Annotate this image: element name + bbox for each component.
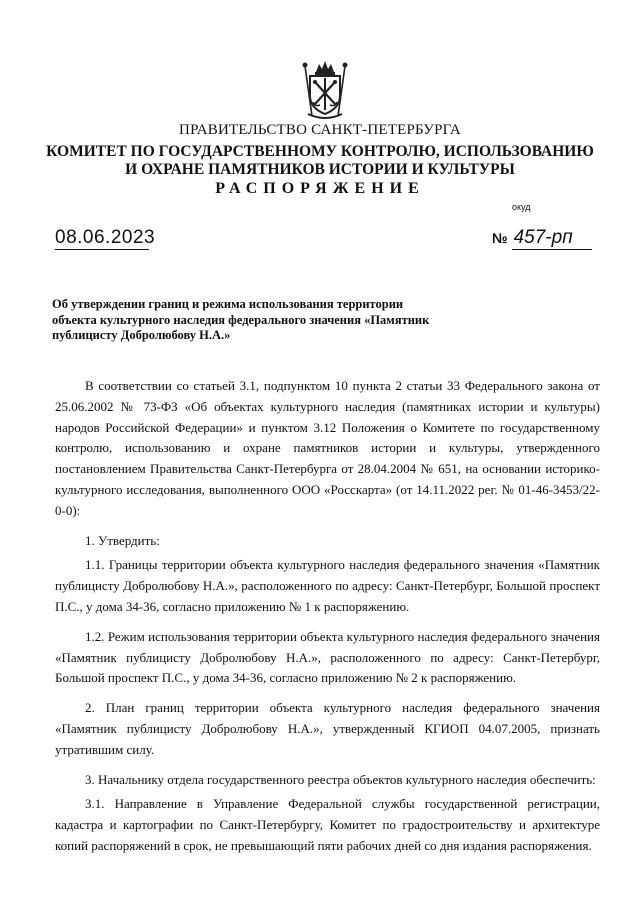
coat-of-arms-icon — [300, 58, 350, 122]
committee-name-line1: КОМИТЕТ ПО ГОСУДАРСТВЕННОМУ КОНТРОЛЮ, ИСПОЛЬЗОВАНИЮ — [46, 143, 594, 160]
government-title: ПРАВИТЕЛЬСТВО САНКТ-ПЕТЕРБУРГА — [179, 122, 461, 138]
okud-label: окуд — [512, 202, 531, 212]
document-date: 08.06.2023 — [55, 227, 156, 248]
paragraph-3-1: 3.1. Направление в Управление Федеральной службы государственной регистрации, кадастра и картографии по Санкт-Петербургу, Комитет по градостроительству и архитектуре копий распоряжений в срок, не превышающий пяти рабочих дней со дня издания распоряжения. — [55, 796, 600, 853]
paragraph-1-1: 1.1. Границы территории объекта культурного наследия федерального значения «Памятник публицисту Добролюбову Н.А.», расположенного по адресу: Санкт-Петербург, Большой проспект П.С., у дома 34-36, согласно приложению № 1 к распоряжению. — [55, 557, 600, 614]
paragraph-3: 3. Начальнику отдела государственного реестра объектов культурного наследия обеспечить: — [85, 771, 596, 787]
paragraph-1-2: 1.2. Режим использования территории объекта культурного наследия федерального значения «Памятник публицисту Добролюбову Н.А.», расположенного по адресу: Санкт-Петербург, Большой проспект П.С., у дома 34-36, согласно приложению № 2 к распоряжению. — [55, 628, 600, 686]
document-subject: Об утверждении границ и режима использования территории объекта культурного наследия федерального значения «Памятник публицисту Добролюбову Н.А.» — [52, 297, 430, 342]
document-body — [55, 376, 600, 866]
paragraph-preamble: В соответствии со статьей 3.1, подпунктом 10 пункта 2 статьи 33 Федерального закона от 25.06.2002 № 73-ФЗ «Об объектах культурного наследия (памятниках истории и культуры) народов Российской Федерации» и пунктом 3.12 Положения о Комитете по государственному контролю, использованию и охране памятников истории и культуры, утвержденного постановлением Правительства Санкт-Петербурга от 28.04.2004 № 651, на основании историко-культурного исследования, выполненного ООО «Росскарта» (от 14.11.2022 рег. № 01-46-3453/22-0-0): — [55, 378, 600, 518]
number-value: 457-рп — [512, 227, 592, 250]
number-sign: № — [492, 230, 508, 246]
committee-name-line2: И ОХРАНЕ ПАМЯТНИКОВ ИСТОРИИ И КУЛЬТУРЫ — [125, 161, 515, 178]
document-type: РАСПОРЯЖЕНИЕ — [215, 180, 425, 197]
paragraph-1: 1. Утвердить: — [85, 532, 160, 548]
paragraph-2: 2. План границ территории объекта культурного наследия федерального значения «Памятник публицисту Добролюбову Н.А.», утвержденный КГИОП 04.07.2005, признать утратившим силу. — [55, 700, 600, 757]
document-number — [492, 227, 594, 250]
